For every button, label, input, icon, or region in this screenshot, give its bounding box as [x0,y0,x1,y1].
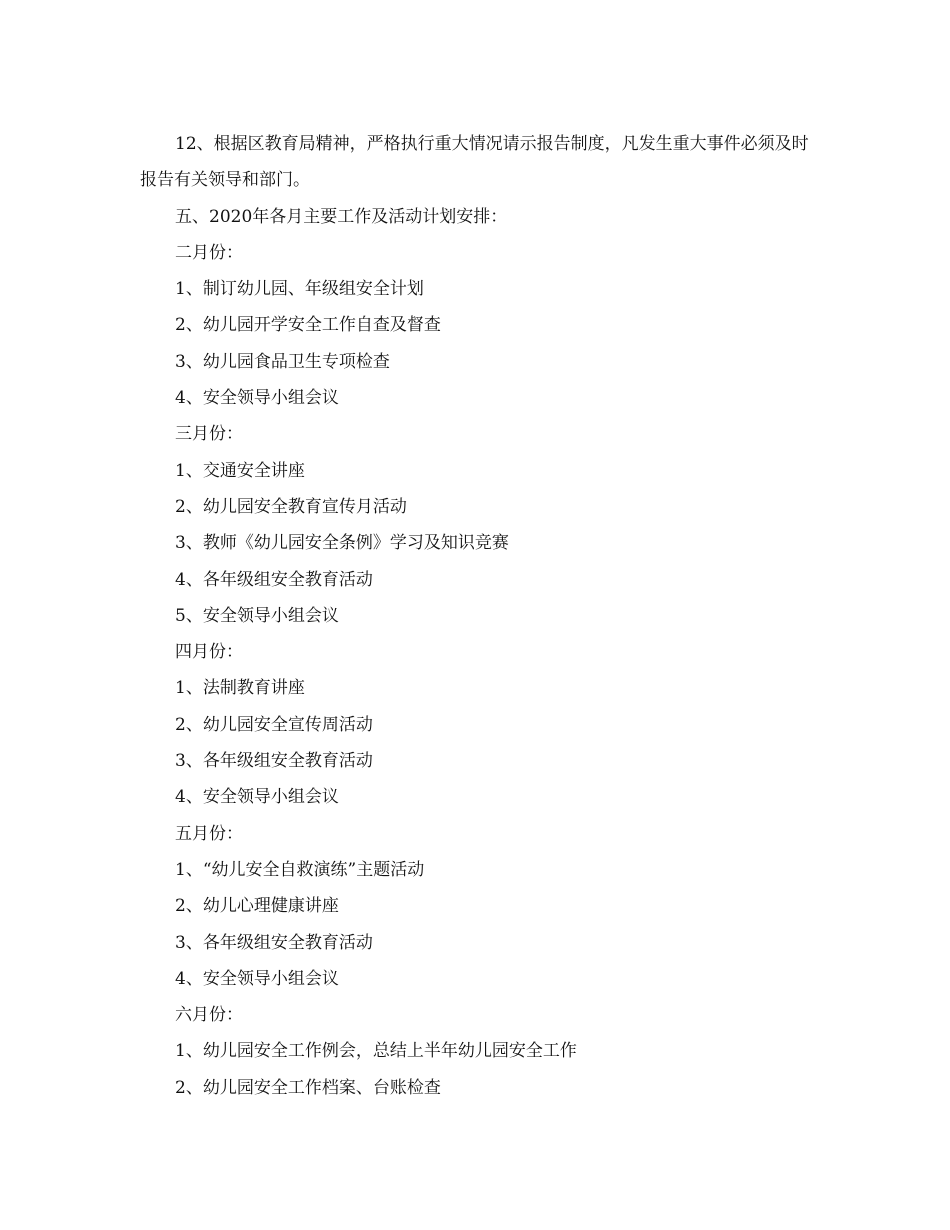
paragraph-reporting-rule: 12、根据区教育局精神，严格执行重大情况请示报告制度，凡发生重大事件必须及时报告有关领导和部门。 [140,134,809,191]
list-item: 3、各年级组安全教育活动 [175,932,373,953]
month-heading-june: 六月份： [175,1005,243,1026]
section-heading-monthly-plan: 五、2020年各月主要工作及活动计划安排： [175,206,508,227]
document-body [140,126,820,1106]
list-item: 4、安全领导小组会议 [175,787,339,808]
list-item: 1、幼儿园安全工作例会，总结上半年幼儿园安全工作 [175,1041,577,1062]
list-item: 1、“幼儿安全自救演练”主题活动 [175,859,425,880]
list-item: 1、法制教育讲座 [175,678,305,699]
list-item: 1、制订幼儿园、年级组安全计划 [175,279,424,300]
month-heading-april: 四月份： [175,642,243,663]
list-item: 2、幼儿园安全宣传周活动 [175,714,373,735]
list-item: 2、幼儿园开学安全工作自查及督查 [175,315,441,336]
list-item: 4、安全领导小组会议 [175,968,339,989]
list-item: 2、幼儿心理健康讲座 [175,896,339,917]
list-item: 4、各年级组安全教育活动 [175,569,373,590]
month-heading-february: 二月份： [175,242,243,263]
month-heading-may: 五月份： [175,823,243,844]
month-heading-march: 三月份： [175,424,243,445]
list-item: 1、交通安全讲座 [175,460,305,481]
list-item: 4、安全领导小组会议 [175,388,339,409]
list-item: 2、幼儿园安全工作档案、台账检查 [175,1077,441,1098]
list-item: 5、安全领导小组会议 [175,605,339,626]
list-item: 3、幼儿园食品卫生专项检查 [175,351,390,372]
list-item: 2、幼儿园安全教育宣传月活动 [175,496,407,517]
list-item: 3、各年级组安全教育活动 [175,751,373,772]
list-item: 3、教师《幼儿园安全条例》学习及知识竞赛 [175,533,509,554]
